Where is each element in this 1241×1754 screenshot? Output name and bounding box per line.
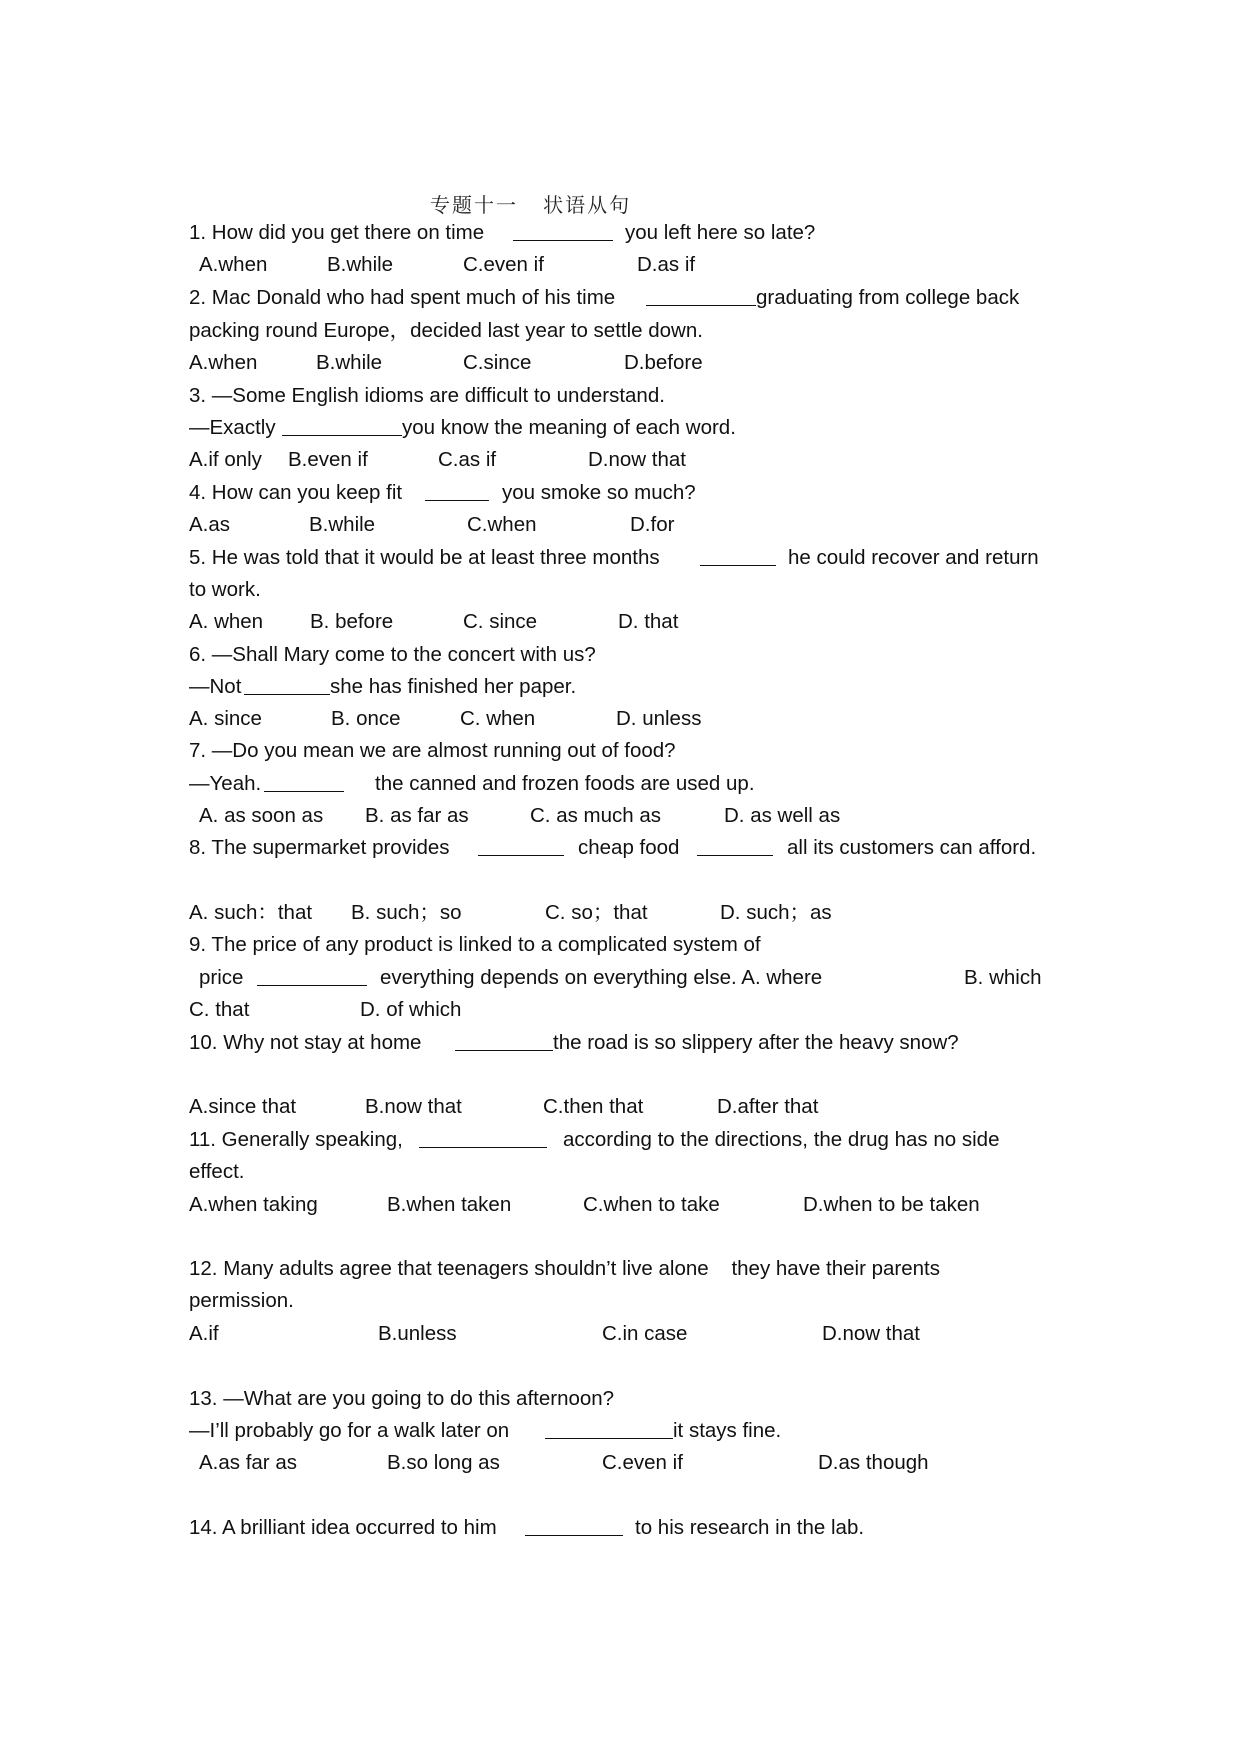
answer-blank [264,771,344,792]
line-text: to work. [189,578,261,601]
line-text: 5. He was told that it would be at least three months [189,546,660,569]
line-text: A.when [199,253,268,276]
line-text: A.if [189,1322,219,1345]
line-text: —Yeah. [189,772,262,795]
line-text: B.while [316,351,383,374]
line-text: D.as if [637,253,696,276]
line-text: C.when [467,513,537,536]
line-text: permission. [189,1289,294,1312]
line-text: A.as [189,513,231,536]
line-text: B.so long as [387,1451,500,1474]
line-text: C. that [189,998,250,1021]
line-text: 9. The price of any product is linked to a complicated system of [189,933,761,956]
line-text: A.as far as [199,1451,297,1474]
line-text: graduating from college back [756,286,1020,309]
line-text: D.as though [818,1451,929,1474]
line-text: everything depends on everything else. A. where [380,966,823,989]
line-text: 11. Generally speaking, [189,1128,403,1151]
line-text: A.when [189,351,258,374]
line-text: B. before [310,610,394,633]
line-text: 12. Many adults agree that teenagers shouldn’t live alone they have their parents [189,1257,941,1280]
line-text: A. as soon as [199,804,324,827]
line-text: D.now that [822,1322,920,1345]
line-text: C.even if [602,1451,683,1474]
line-text: C.when to take [583,1193,720,1216]
line-text: B.unless [378,1322,457,1345]
line-text: all its customers can afford. [787,836,1037,859]
line-text: C. when [460,707,536,730]
line-text: D. that [618,610,679,633]
line-text: you left here so late? [625,221,816,244]
line-text: C.as if [438,448,497,471]
line-text: to his research in the lab. [635,1516,865,1539]
answer-blank [545,1418,673,1439]
line-text: B.while [327,253,394,276]
line-text: A. such：that [189,901,313,924]
line-text: A.when taking [189,1193,318,1216]
line-text: B. as far as [365,804,469,827]
line-text: B.when taken [387,1193,512,1216]
line-text: packing round Europe，decided last year to settle down. [189,319,703,342]
line-text: 1. How did you get there on time [189,221,485,244]
line-text: B.now that [365,1095,462,1118]
page-title: 专题十一 状语从句 [430,193,632,217]
line-text: C. so；that [545,901,648,924]
line-text: C.then that [543,1095,644,1118]
line-text: effect. [189,1160,245,1183]
answer-blank [646,285,756,306]
line-text: D. unless [616,707,702,730]
line-text: B.while [309,513,376,536]
line-text: the canned and frozen foods are used up. [375,772,755,795]
line-text: 4. How can you keep fit [189,481,403,504]
line-text: the road is so slippery after the heavy snow? [553,1031,959,1054]
line-text: D.when to be taken [803,1193,980,1216]
line-text: B.even if [288,448,368,471]
line-text: he could recover and return [788,546,1039,569]
line-text: according to the directions, the drug has no side [563,1128,1000,1151]
line-text: 6. —Shall Mary come to the concert with us? [189,643,596,666]
answer-blank [419,1127,547,1148]
answer-blank [244,674,330,695]
line-text: 8. The supermarket provides [189,836,450,859]
line-text: C.since [463,351,532,374]
line-text: 10. Why not stay at home [189,1031,422,1054]
answer-blank [282,415,402,436]
line-text: A.if only [189,448,262,471]
line-text: D. as well as [724,804,841,827]
line-text: —Not [189,675,242,698]
answer-blank [425,480,489,501]
line-text: you know the meaning of each word. [402,416,736,439]
line-text: C.in case [602,1322,688,1345]
line-text: C.even if [463,253,544,276]
answer-blank [513,220,613,241]
answer-blank [700,545,776,566]
answer-blank [697,835,773,856]
line-text: D. such；as [720,901,832,924]
line-text: 2. Mac Donald who had spent much of his time [189,286,616,309]
answer-blank [455,1030,553,1051]
line-text: D.now that [588,448,686,471]
line-text: —I’ll probably go for a walk later on [189,1419,510,1442]
line-text: C. since [463,610,538,633]
line-text: cheap food [578,836,680,859]
line-text: price [199,966,244,989]
line-text: 3. —Some English idioms are difficult to understand. [189,384,665,407]
line-text: she has finished her paper. [330,675,577,698]
line-text: D. of which [360,998,462,1021]
line-text: it stays fine. [673,1419,782,1442]
line-text: D.after that [717,1095,819,1118]
line-text: B. such；so [351,901,462,924]
line-text: D.for [630,513,675,536]
line-text: —Exactly [189,416,276,439]
line-text: A. since [189,707,262,730]
line-text: you smoke so much? [502,481,696,504]
line-text: C. as much as [530,804,662,827]
line-text: B. which [964,966,1042,989]
line-text: D.before [624,351,703,374]
answer-blank [525,1515,623,1536]
line-text: 14. A brilliant idea occurred to him [189,1516,497,1539]
line-text: 7. —Do you mean we are almost running out of food? [189,739,676,762]
answer-blank [257,965,367,986]
line-text: A.since that [189,1095,297,1118]
answer-blank [478,835,564,856]
line-text: A. when [189,610,264,633]
line-text: 13. —What are you going to do this afternoon? [189,1387,615,1410]
line-text: B. once [331,707,401,730]
